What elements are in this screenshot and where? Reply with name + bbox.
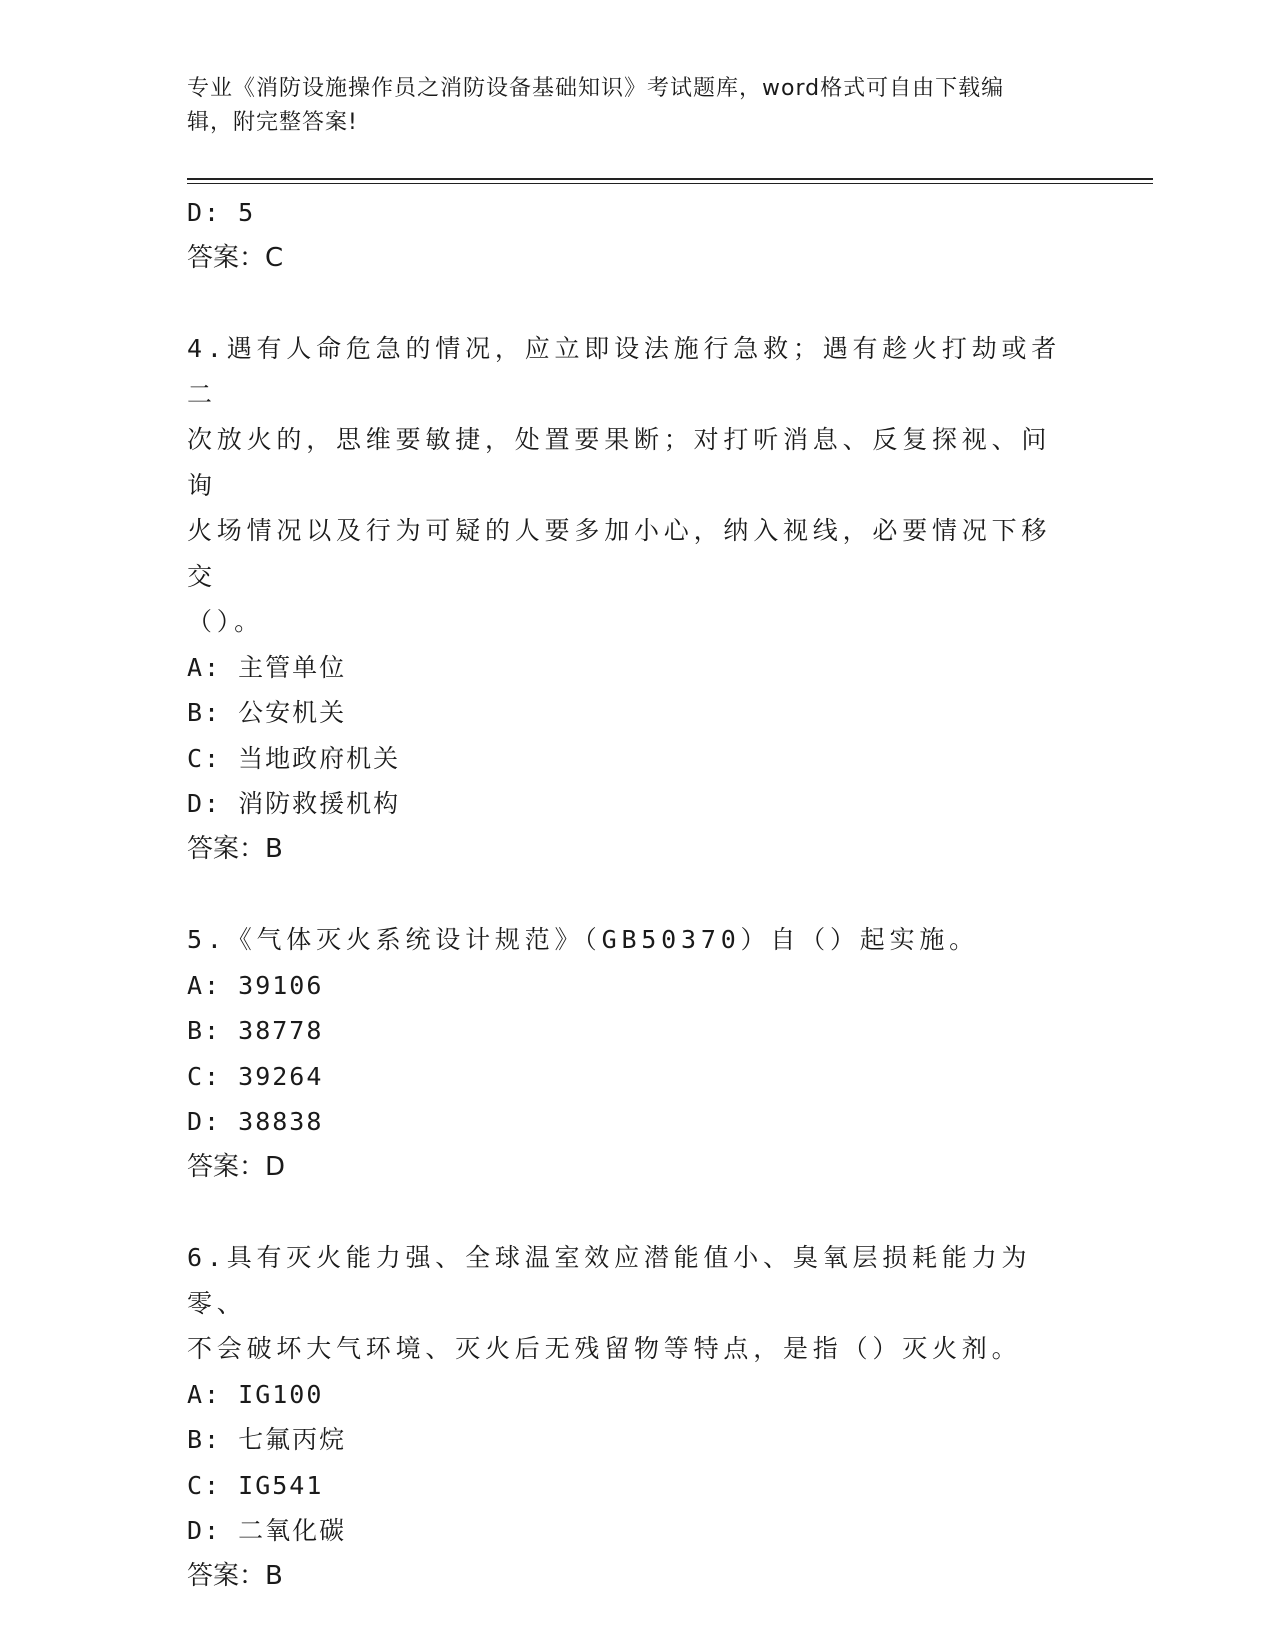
document-header xyxy=(187,72,1087,140)
question-stem-line: 不会破坏大气环境、灭火后无残留物等特点，是指（）灭火剂。 xyxy=(187,1334,1022,1363)
option-c: C: 当地政府机关 xyxy=(187,743,401,773)
option-a: A: 主管单位 xyxy=(187,652,347,682)
question-6 xyxy=(187,1235,1087,1599)
header-rule-thin xyxy=(187,183,1153,184)
option-c: C: IG541 xyxy=(187,1470,324,1500)
prev-option-d: D: 5 xyxy=(187,198,256,227)
question-4 xyxy=(187,326,1087,872)
question-list xyxy=(187,190,1087,1599)
question-stem-line: （）。 xyxy=(187,607,264,636)
prev-answer: 答案：C xyxy=(187,242,284,273)
header-line-2: 辑，附完整答案! xyxy=(187,110,358,135)
question-stem-line: 火场情况以及行为可疑的人要多加小心，纳入视线，必要情况下移交 xyxy=(187,516,1052,591)
header-rule-thick xyxy=(187,178,1153,180)
question-5 xyxy=(187,917,1087,1190)
question-stem-line: 5.《气体灭火系统设计规范》（GB50370）自（）起实施。 xyxy=(187,925,979,954)
option-d: D: 二氧化碳 xyxy=(187,1516,347,1545)
answer: 答案：D xyxy=(187,1151,286,1182)
option-b: B: 七氟丙烷 xyxy=(187,1425,347,1454)
option-a: A: IG100 xyxy=(187,1379,324,1409)
question-stem-line: 次放火的，思维要敏捷，处置要果断；对打听消息、反复探视、问询 xyxy=(187,425,1052,500)
option-c: C: 39264 xyxy=(187,1061,324,1091)
option-b: B: 公安机关 xyxy=(187,698,347,727)
answer: 答案：B xyxy=(187,833,283,864)
option-d: D: 38838 xyxy=(187,1107,324,1136)
header-line-1: 专业《消防设施操作员之消防设备基础知识》考试题库，word格式可自由下载编 xyxy=(187,76,1005,101)
question-stem-line: 6.具有灭火能力强、全球温室效应潜能值小、臭氧层损耗能力为零、 xyxy=(187,1243,1032,1318)
option-d: D: 消防救援机构 xyxy=(187,789,401,818)
question-stem-line: 4.遇有人命危急的情况，应立即设法施行急救；遇有趁火打劫或者二 xyxy=(187,334,1062,409)
option-a: A: 39106 xyxy=(187,970,324,1000)
option-b: B: 38778 xyxy=(187,1016,324,1045)
answer: 答案：B xyxy=(187,1560,283,1591)
